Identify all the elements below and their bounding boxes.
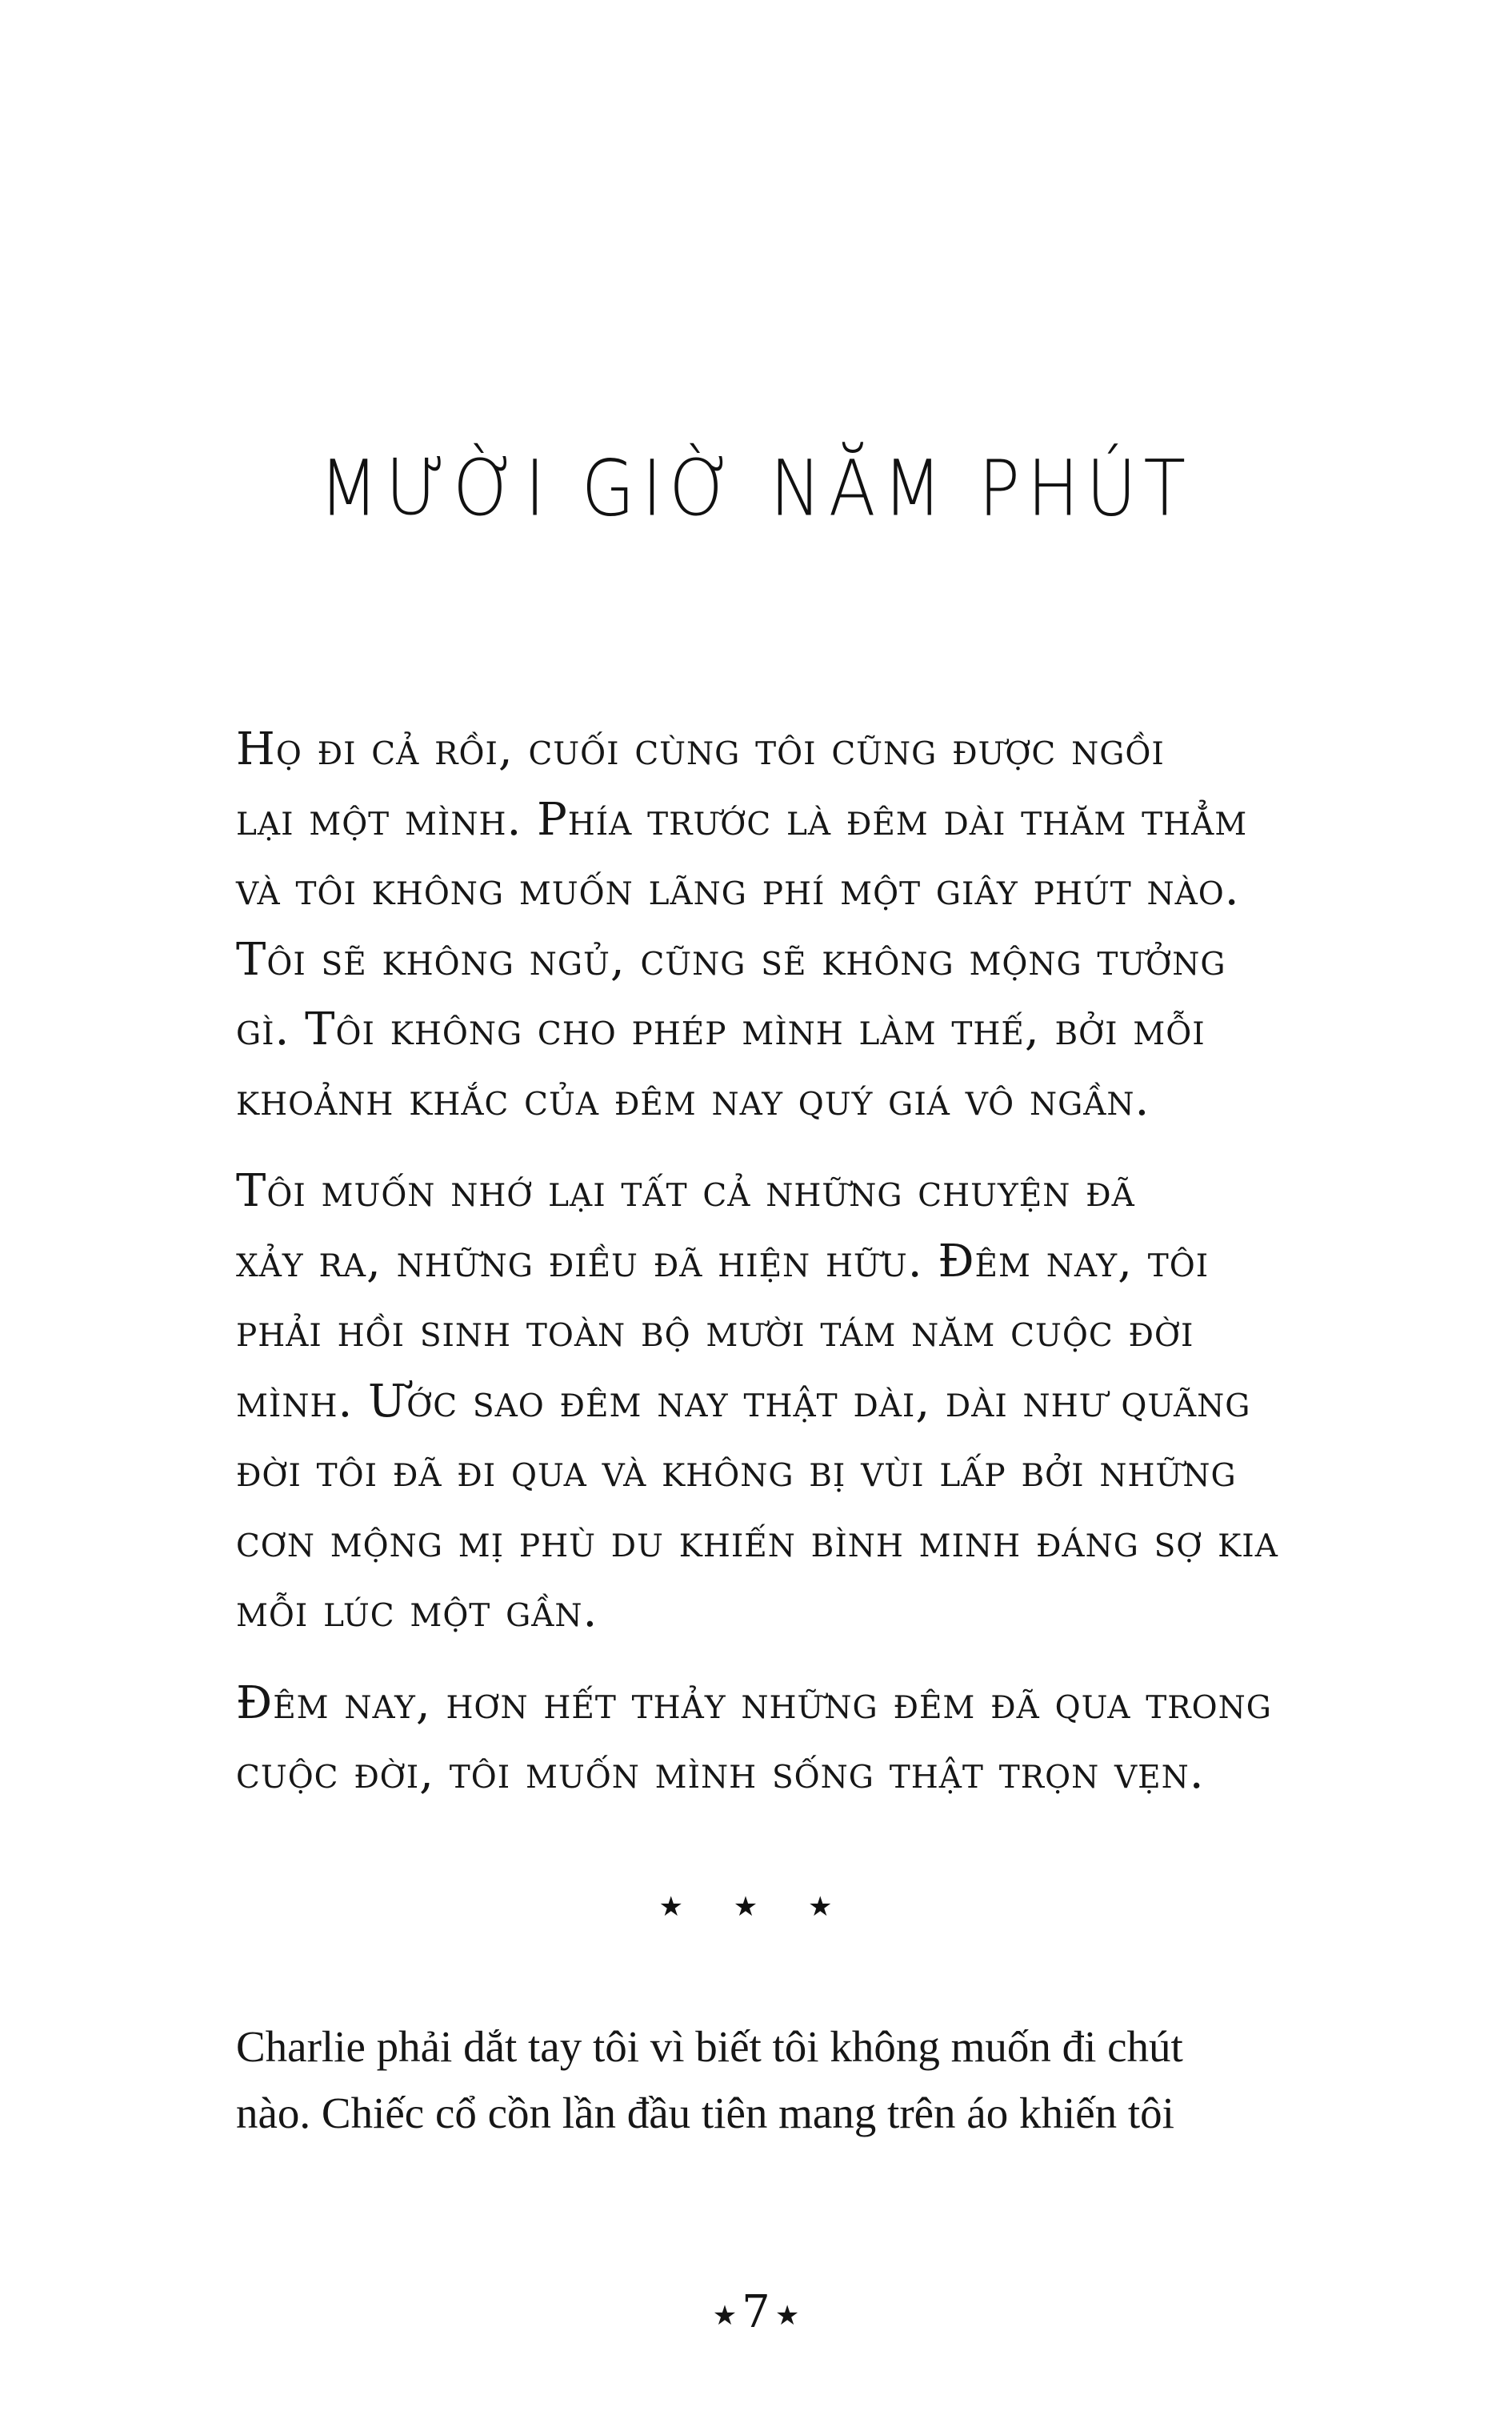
star-icon: ★ [712,2299,738,2332]
paragraph-line: Tôi muốn nhớ lại tất cả những chuyện đã [236,1165,1135,1217]
paragraph-2 [236,1156,1290,1647]
chapter-title: MƯỜI GIỜ NĂM PHÚT [318,444,1194,534]
body-line: nào. Chiếc cổ cồn lần đầu tiên mang trên áo khiến tôi [236,2089,1174,2137]
star-icon: ★ [774,2299,800,2332]
paragraph-line: Tôi sẽ không ngủ, cũng sẽ không mộng tưởng [236,933,1226,986]
paragraph-line: phải hồi sinh toàn bộ mười tám năm cuộc đời [236,1305,1194,1357]
paragraph-line: cuộc đời, tôi muốn mình sống thật trọn vẹn. [236,1747,1205,1799]
section-break-stars: ★ ★ ★ [658,1891,854,1923]
paragraph-line: Họ đi cả rồi, cuối cùng tôi cũng được ngồi [236,723,1165,775]
paragraph-line: gì. Tôi không cho phép mình làm thế, bởi mỗi [236,1003,1206,1055]
paragraph-line: và tôi không muốn lãng phí một giây phút nào. [236,863,1240,915]
paragraph-line: khoảnh khắc của đêm nay quý giá vô ngần. [236,1073,1150,1126]
paragraph-line: mỗi lúc một gần. [236,1585,598,1637]
paragraph-3 [236,1668,1290,1808]
paragraph-line: đời tôi đã đi qua và không bị vùi lấp bởi những [236,1445,1237,1497]
body-text [236,2013,1292,2146]
paragraph-1 [236,715,1290,1135]
page-number-value: 7 [742,2286,770,2338]
paragraph-line: xảy ra, những điều đã hiện hữu. Đêm nay, tôi [236,1235,1210,1288]
opening-text [236,715,1290,1808]
paragraph-line: mình. Ước sao đêm nay thật dài, dài như quãng [236,1375,1251,1428]
paragraph-line: Đêm nay, hơn hết thảy những đêm đã qua trong [236,1676,1272,1729]
body-line: Charlie phải dắt tay tôi vì biết tôi không muốn đi chút [236,2022,1183,2071]
paragraph-line: cơn mộng mị phù du khiến bình minh đáng sợ kia [236,1515,1278,1568]
page-number [0,2286,1512,2338]
paragraph-line: lại một mình. Phía trước là đêm dài thăm thẳm [236,793,1248,846]
